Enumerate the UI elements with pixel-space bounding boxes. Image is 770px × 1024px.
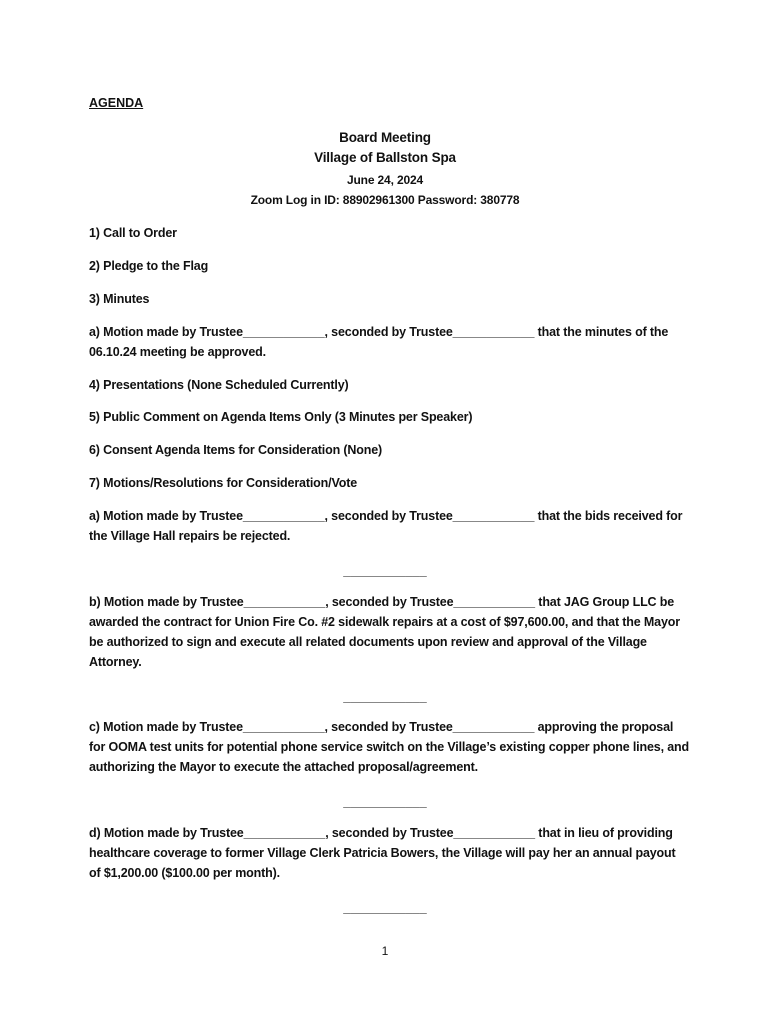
- agenda-item-pledge: 2) Pledge to the Flag: [89, 259, 209, 273]
- motion-d-paragraph: d) Motion made by Trustee____________, seconded by Trustee____________ that in lieu of providing healthcare coverage to former Village Clerk Patricia Bowers, the Village will pay her an annual payout of $1,200.00 ($100.00 per month).: [89, 826, 676, 880]
- agenda-item-consent-agenda: 6) Consent Agenda Items for Consideration (None): [89, 443, 383, 457]
- agenda-heading: AGENDA: [89, 96, 144, 110]
- village-name: Village of Ballston Spa: [314, 150, 456, 165]
- agenda-item-motions: 7) Motions/Resolutions for Consideration/Vote: [89, 476, 358, 490]
- agenda-item-minutes: 3) Minutes: [89, 292, 150, 306]
- separator-line: ____________: [343, 795, 427, 809]
- agenda-item-call-to-order: 1) Call to Order: [89, 226, 177, 240]
- page-number: 1: [381, 944, 389, 958]
- zoom-login-info: Zoom Log in ID: 88902961300 Password: 380778: [250, 193, 520, 207]
- meeting-date: June 24, 2024: [346, 173, 424, 187]
- minutes-motion-paragraph: a) Motion made by Trustee____________, seconded by Trustee____________ that the minutes of the 06.10.24 meeting be approved.: [89, 325, 669, 359]
- separator-line: ____________: [343, 690, 427, 704]
- motion-c-paragraph: c) Motion made by Trustee____________, seconded by Trustee____________ approving the proposal for OOMA test units for potential phone service switch on the Village’s existing copper phone lines, and authorizing the Mayor to execute the attached proposal/agreement.: [89, 720, 690, 774]
- separator-line: ____________: [343, 564, 427, 578]
- agenda-item-public-comment: 5) Public Comment on Agenda Items Only (3 Minutes per Speaker): [89, 410, 473, 424]
- motion-b-paragraph: b) Motion made by Trustee____________, seconded by Trustee____________ that JAG Group LLC be awarded the contract for Union Fire Co. #2 sidewalk repairs at a cost of $97,600.00, and that the Mayor be authorized to sign and execute all related documents upon review and approval of the Village Attorney.: [89, 595, 680, 669]
- agenda-item-presentations: 4) Presentations (None Scheduled Currently): [89, 378, 349, 392]
- meeting-title: Board Meeting: [339, 130, 431, 145]
- motion-a-paragraph: a) Motion made by Trustee____________, seconded by Trustee____________ that the bids received for the Village Hall repairs be rejected.: [89, 509, 683, 543]
- separator-line: ____________: [343, 901, 427, 915]
